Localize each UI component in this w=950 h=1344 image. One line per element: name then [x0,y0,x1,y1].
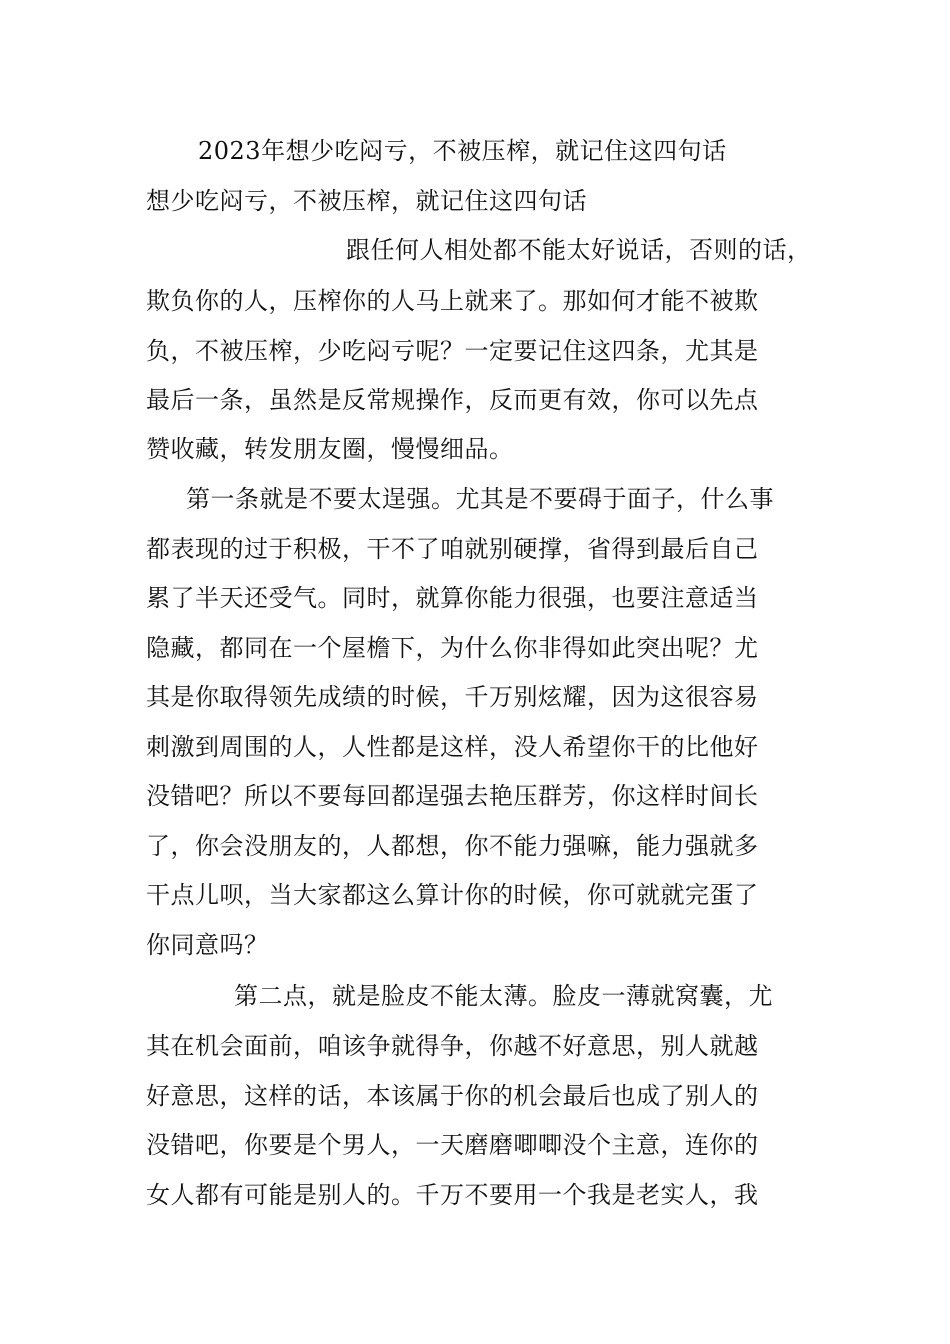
paragraph-line: 累了半天还受气。同时，就算你能力很强，也要注意适当 [146,584,759,612]
paragraph-line: 没错吧，你要是个男人，一天磨磨唧唧没个主意，连你的 [146,1131,759,1159]
paragraph-line: 没错吧？所以不要每回都逞强去艳压群芳，你这样时间长 [146,782,759,810]
paragraph-line: 第二点，就是脸皮不能太薄。脸皮一薄就窝囊，尤 [234,982,773,1010]
paragraph-line: 欺负你的人，压榨你的人马上就来了。那如何才能不被欺 [146,287,759,315]
paragraph-line: 最后一条，虽然是反常规操作，反而更有效，你可以先点 [146,386,759,414]
paragraph-line: 隐藏，都同在一个屋檐下，为什么你非得如此突出呢？尤 [146,634,759,662]
paragraph-line: 刺激到周围的人，人性都是这样，没人希望你干的比他好 [146,733,759,761]
paragraph-line: 女人都有可能是别人的。千万不要用一个我是老实人，我 [146,1181,759,1209]
paragraph-line: 其在机会面前，咱该争就得争，你越不好意思，别人就越 [146,1032,759,1060]
document-subtitle: 想少吃闷亏，不被压榨，就记住这四句话 [146,187,587,215]
paragraph-line: 了，你会没朋友的，人都想，你不能力强嘛，能力强就多 [146,832,759,860]
paragraph-line: 干点儿呗，当大家都这么算计你的时候，你可就就完蛋了 [146,881,759,909]
paragraph-line: 其是你取得领先成绩的时候，千万别炫耀，因为这很容易 [146,683,759,711]
paragraph-line: 赞收藏，转发朋友圈，慢慢细品。 [146,435,514,463]
paragraph-line: 跟任何人相处都不能太好说话，否则的话， [346,236,812,264]
document-title: 2023年想少吃闷亏，不被压榨，就记住这四句话 [198,137,727,165]
paragraph-line: 第一条就是不要太逞强。尤其是不要碍于面子，什么事 [186,485,774,513]
paragraph-line: 负，不被压榨，少吃闷亏呢？一定要记住这四条，尤其是 [146,337,759,365]
paragraph-line: 好意思，这样的话，本该属于你的机会最后也成了别人的 [146,1082,759,1110]
paragraph-line: 都表现的过于积极，干不了咱就别硬撑，省得到最后自己 [146,535,759,563]
paragraph-line: 你同意吗？ [146,931,269,959]
